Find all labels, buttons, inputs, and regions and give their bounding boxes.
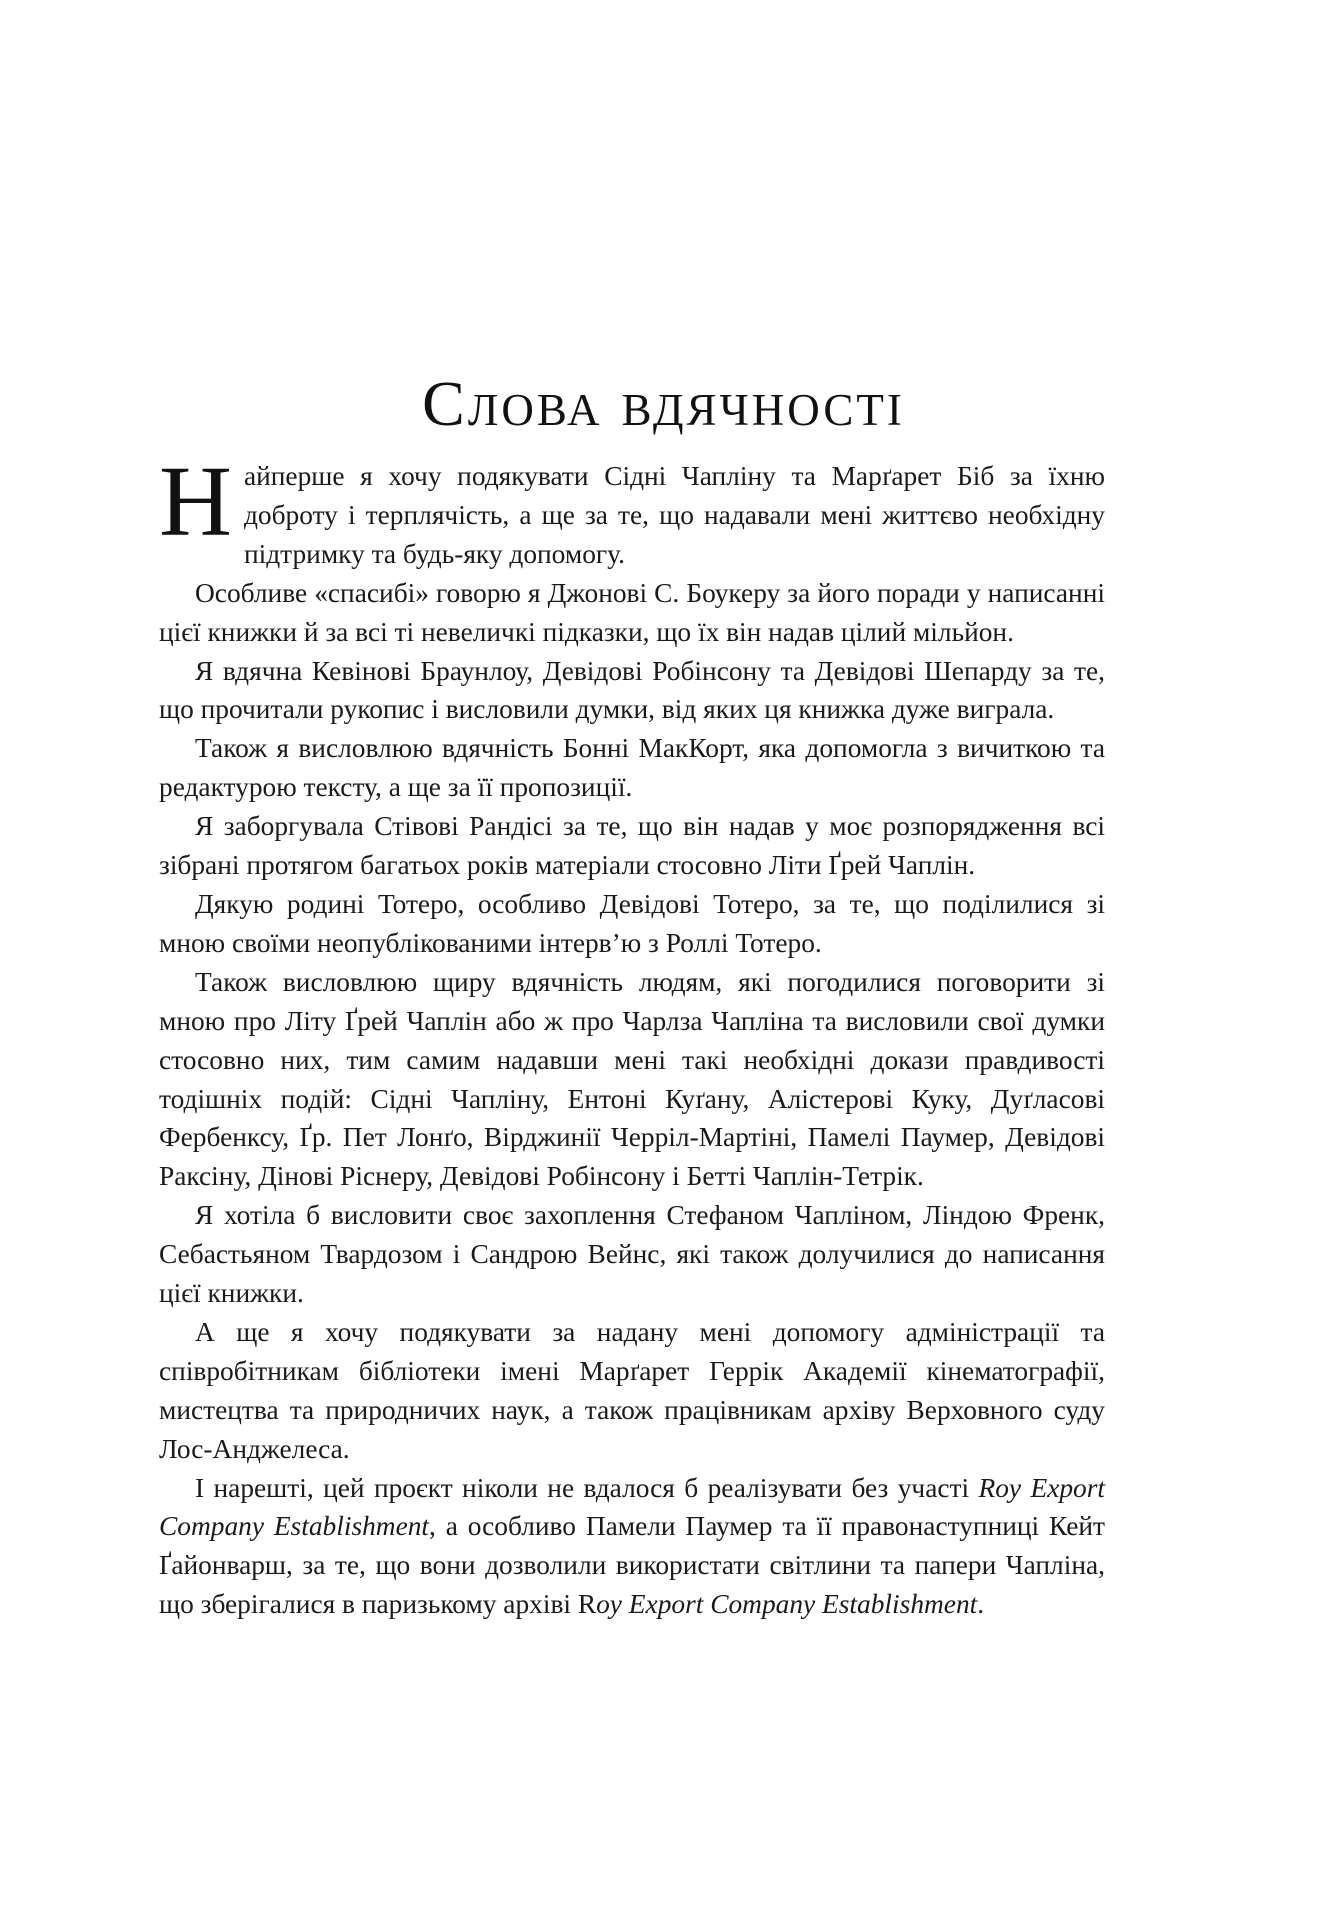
paragraph-1-text: айперше я хочу подякувати Сідні Чапліну та Марґарет Біб за їхню доброту і терплячість, а ще за те, що надавали мені життєво необхідну підтримку та будь-яку допомогу. xyxy=(243,461,1105,569)
paragraph-4: Також я висловлюю вдячність Бонні МакКорт, яка допомогла з вичиткою та редактурою тексту, а ще за її пропозиції. xyxy=(159,733,1105,803)
company-name-italic-1: Roy Export Company Establishment xyxy=(159,1472,1106,1542)
paragraph-10-part-2: , а особливо Памели Паумер та її правонаступниці Кейт Ґайонварш, за те, що вони дозволили використати світлини та папери Чапліна, що зберігалися в паризькому архіві R xyxy=(159,1511,1106,1620)
paragraph-10-part-1: І нарешті, цей проєкт ніколи не вдалося б реалізувати без участі xyxy=(195,1472,979,1503)
paragraph-1 xyxy=(159,445,1105,574)
paragraph-10-part-3: . xyxy=(977,1589,985,1620)
paragraph-3: Я вдячна Кевінові Браунлоу, Девідові Робінсону та Девідові Шепарду за те, що прочитали рукопис і висловили думки, від яких ця книжка дуже виграла. xyxy=(159,655,1105,725)
page-title: Слова вдячності xyxy=(422,368,905,439)
paragraph-7: Також висловлюю щиру вдячність людям, які погодилися поговорити зі мною про Літу Ґрей Чаплін або ж про Чарлза Чапліна та висловили свої думки стосовно них, тим самим надавши мені такі необхідні докази правдивості тодішніх подій: Сідні Чапліну, Ентоні Куґану, Алістерові Куку, Дуґласові Фербенксу, Ґр. Пет Лонґо, Вірджинії Черріл-Мартіні, Памелі Паумер, Девідові Раксіну, Дінові Ріснеру, Девідові Робінсону і Бетті Чаплін-Тетрік. xyxy=(159,966,1105,1192)
acknowledgements-text xyxy=(159,445,1106,1624)
paragraph-6: Дякую родині Тотеро, особливо Девідові Тотеро, за те, що поділилися зі мною своїми неопублікованими інтерв’ю з Роллі Тотеро. xyxy=(159,888,1105,958)
drop-cap: Н xyxy=(159,445,232,557)
paragraph-2: Особливе «спасибі» говорю я Джонові С. Боукеру за його поради у написанні цієї книжки й за всі ті невеличкі підказки, що їх він надав цілий мільйон. xyxy=(159,577,1105,647)
company-name-italic-2: oy Export Company Establishment xyxy=(596,1589,978,1620)
paragraph-9: А ще я хочу подякувати за надану мені допомогу адміністрації та співробітникам бібліотеки імені Марґарет Геррік Академії кінематографії, мистецтва та природничих наук, а також працівникам архіву Верховного суду Лос-Анджелеса. xyxy=(159,1316,1105,1464)
paragraph-5: Я заборгувала Стівові Рандісі за те, що він надав у моє розпорядження всі зібрані протягом багатьох років матеріали стосовно Літи Ґрей Чаплін. xyxy=(159,811,1105,881)
paragraph-10 xyxy=(159,1469,1105,1625)
paragraph-8: Я хотіла б висловити своє захоплення Стефаном Чапліном, Ліндою Френк, Себастьяном Твардозом і Сандрою Вейнс, які також долучилися до написання цієї книжки. xyxy=(159,1200,1105,1309)
